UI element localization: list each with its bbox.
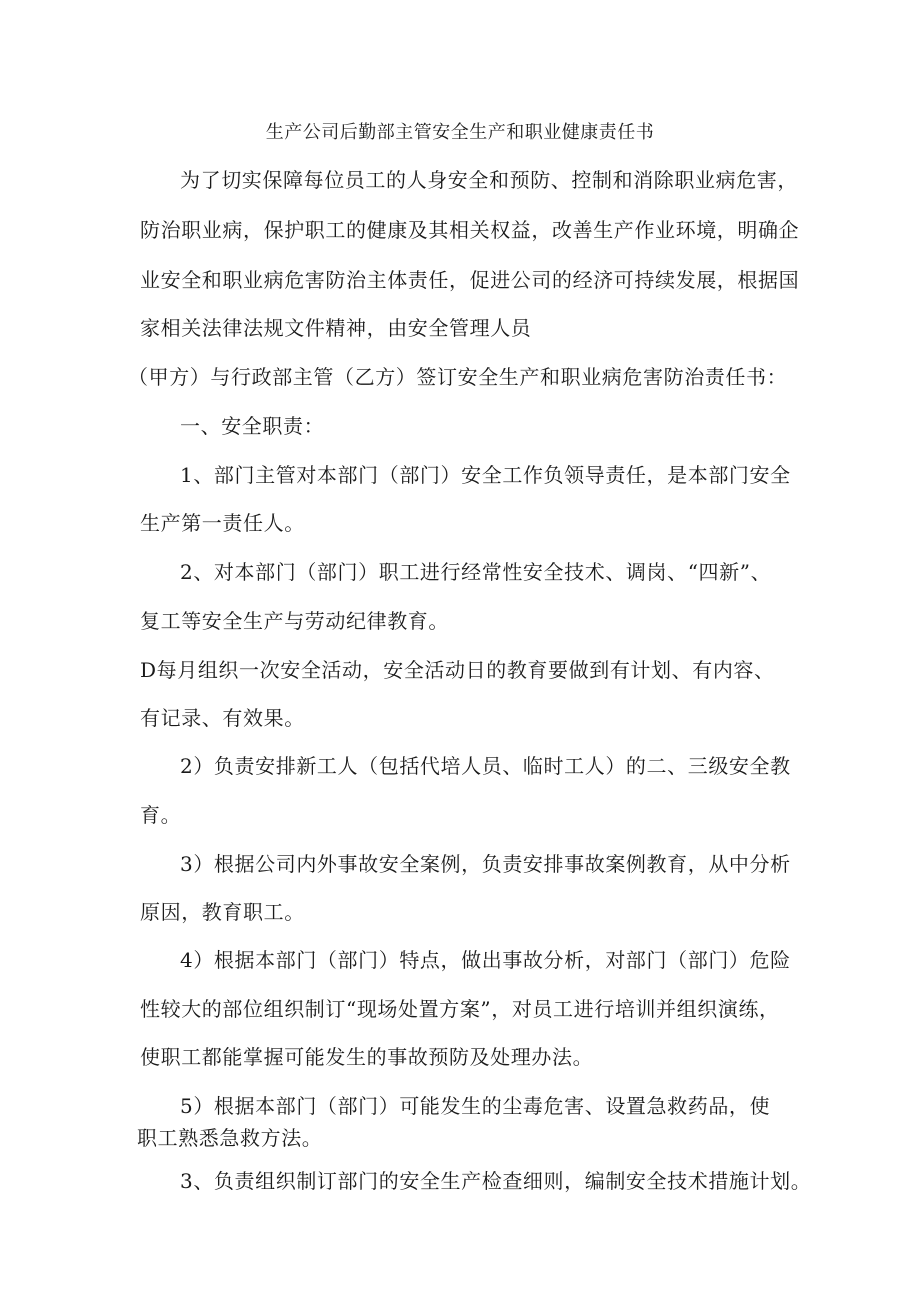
paragraph-line: 2、对本部门（部门）职工进行经常性安全技术、调岗、“四新”、: [180, 560, 772, 584]
section-heading: 一、安全职责：: [180, 414, 325, 438]
paragraph-line: 1、部门主管对本部门（部门）安全工作负领导责任，是本部门安全: [180, 463, 791, 487]
paragraph-line: 3、负责组织制订部门的安全生产检查细则，编制安全技术措施计划。: [180, 1169, 812, 1193]
paragraph-line: （甲方）与行政部主管（乙方）签订安全生产和职业病危害防治责任书：: [128, 365, 788, 389]
paragraph-line: 复工等安全生产与劳动纪律教育。: [140, 609, 449, 633]
paragraph-line: 4）根据本部门（部门）特点，做出事故分析，对部门（部门）危险: [180, 948, 791, 972]
paragraph-line: 原因，教育职工。: [140, 900, 305, 924]
paragraph-line: 生产第一责任人。: [140, 511, 305, 535]
paragraph-line: 业安全和职业病危害防治主体责任，促进公司的经济可持续发展，根据国: [140, 268, 800, 292]
paragraph-line: 性较大的部位组织制订“现场处置方案”，对员工进行培训并组织演练，: [140, 997, 780, 1021]
paragraph-line: 5）根据本部门（部门）可能发生的尘毒危害、设置急救药品，使: [180, 1094, 771, 1118]
paragraph-line: 防治职业病，保护职工的健康及其相关权益，改善生产作业环境，明确企: [140, 218, 800, 242]
paragraph-line: 3）根据公司内外事故安全案例，负责安排事故案例教育，从中分析: [180, 852, 791, 876]
document-title: 生产公司后勤部主管安全生产和职业健康责任书: [265, 122, 655, 143]
paragraph-line: 职工熟悉急救方法。: [137, 1126, 323, 1150]
paragraph-line: 2）负责安排新工人（包括代培人员、临时工人）的二、三级安全教: [180, 754, 791, 778]
paragraph-line: 使职工都能掌握可能发生的事故预防及处理办法。: [140, 1045, 594, 1069]
paragraph-line: 有记录、有效果。: [140, 706, 305, 730]
paragraph-line: 为了切实保障每位员工的人身安全和预防、控制和消除职业病危害，: [180, 168, 798, 192]
paragraph-line: 育。: [140, 803, 182, 827]
paragraph-line: 家相关法律法规文件精神，由安全管理人员: [140, 316, 532, 340]
paragraph-line: D每月组织一次安全活动，安全活动日的教育要做到有计划、有内容、: [140, 658, 775, 682]
